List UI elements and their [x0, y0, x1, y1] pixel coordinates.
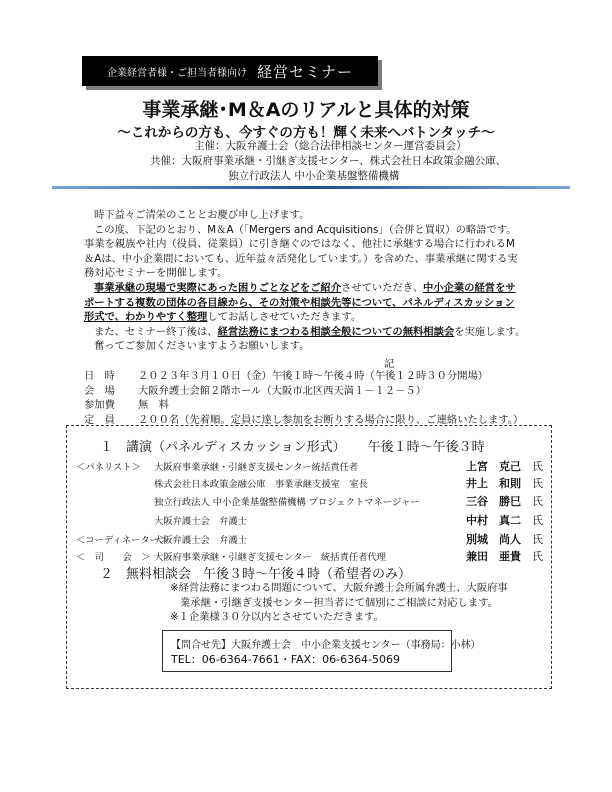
panel-org: 大阪府事業承継・引継ぎ支援センター 統括責任者代理: [154, 552, 387, 563]
plain-text: を実施します。: [454, 325, 526, 338]
note-line: ※１企業様３０分以内とさせていただきます。: [170, 611, 384, 624]
organizer-co-2: 独立行政法人 中小企業基盤整備機構: [228, 170, 400, 182]
detail-value: ２０２３年３月１０日（金）午後１時～午後４時（午後１２時３０分開場）: [138, 370, 489, 382]
ki-marker: 記: [384, 358, 395, 370]
panel-name: 兼田 亜貴: [466, 550, 521, 563]
badge-title: 経営セミナー: [256, 62, 353, 81]
emphasis-text: 中小企業の経営をサ: [423, 281, 516, 294]
panel-honorific: 氏: [532, 550, 543, 563]
detail-label: 会 場: [84, 384, 115, 397]
section-time: 午後１時～午後３時: [367, 440, 485, 455]
panel-name: 別城 尚人: [466, 533, 521, 546]
detail-row-venue: [84, 384, 523, 399]
panel-org: 大阪弁護士会 弁護士: [154, 535, 247, 546]
intro-line: この度、下記のとおり、M＆A（「Mergers and Acquisitions」（合併と買収）の略語です。: [94, 223, 517, 236]
section-title: 無料相談会: [126, 567, 192, 582]
section-lecture-heading: [100, 436, 485, 455]
panel-name: 中村 真二: [466, 514, 521, 527]
page-subtitle: ～これからの方も、今すぐの方も！輝く未来へバトンタッチ～: [117, 125, 495, 141]
badge-audience: 企業経営者様・ご担当者様向け: [106, 67, 247, 79]
panel-name: 三谷 勝巳: [466, 495, 521, 508]
seminar-badge: [82, 56, 378, 86]
detail-label: 参加費: [84, 399, 115, 412]
panel-role: ＜ 司 会 ＞: [76, 552, 151, 563]
plain-text: させていただき、: [341, 281, 423, 294]
section-number: ２: [100, 567, 114, 582]
organizer-co-1: 共催：大阪府事業承継・引継ぎ支援センター、株式会社日本政策金融公庫、: [150, 155, 507, 167]
intro-line: ＆Aは、中小企業間においても、近年益々活発化しています。）を含めた、事業承継に関する実: [84, 252, 518, 265]
panel-org: 株式会社日本政策金融公庫 事業承継支援室 室長: [154, 479, 368, 490]
emphasis-text: 経営法務にまつわる相談全般についての無料相談会: [217, 325, 455, 338]
contact-box: [162, 630, 481, 672]
emphasis-line: [84, 310, 538, 325]
note-line: ※経営法務にまつわる問題について、大阪弁護士会所属弁護士、大阪府事: [170, 582, 508, 594]
section-number: １: [100, 440, 114, 455]
panel-role: ＜パネリスト＞: [76, 462, 141, 473]
plain-text: してお話しさせていただきます。: [207, 311, 361, 324]
section-title: 講演（パネルディスカッション形式）: [126, 440, 346, 455]
intro-line: 務対応セミナーを開催します。: [84, 267, 228, 280]
event-details: [84, 369, 523, 427]
panel-honorific: 氏: [532, 514, 543, 527]
panel-honorific: 氏: [532, 495, 543, 508]
detail-value: ２００名（先着順。定員に達し参加をお断りする場合に限り、ご連絡いたします。）: [138, 413, 524, 426]
closing-line: 奮ってご参加くださいますようお願いします。: [94, 340, 310, 353]
organizer-host: 主催：大阪弁護士会（総合法律相談センター運営委員会）: [194, 140, 467, 152]
emphasis-line: [84, 281, 538, 296]
detail-label: 日 時: [84, 370, 115, 382]
intro-text: [84, 208, 538, 354]
section-consultation-heading: [100, 563, 411, 582]
panel-role: ＜コーディネーター＞: [76, 535, 169, 546]
note-line: 業承継・引継ぎ支援センター担当者にて個別にご相談に対応します。: [180, 596, 498, 609]
panel-org: 独立行政法人 中小企業基盤整備機構 プロジェクトマネージャー: [154, 497, 420, 508]
emphasis-text: 形式で、わかりやすく整理: [84, 311, 208, 324]
consultation-line: [84, 325, 538, 340]
emphasis-text: 事業承継の現場で実際にあった困りごとなどをご紹介: [94, 281, 342, 294]
panel-org: 大阪弁護士会 弁護士: [154, 516, 247, 527]
plain-text: また、セミナー終了後は、: [94, 325, 218, 338]
panel-name: 井上 和則: [466, 477, 521, 490]
consultation-notes: [170, 581, 508, 625]
organizers: [150, 139, 506, 184]
panel-honorific: 氏: [532, 460, 543, 473]
detail-row-fee: [84, 398, 523, 413]
greeting: 時下益々ご清栄のこととお慶び申し上げます。: [94, 209, 310, 221]
contact-phone-fax: TEL：06-6364-7661・FAX：06-6364-5069: [171, 653, 401, 666]
detail-row-date: [84, 369, 523, 384]
page-title: 事業承継･M＆Aのリアルと具体的対策: [142, 99, 470, 121]
panel-name: 上宮 克己: [466, 460, 521, 473]
header-divider: [52, 186, 570, 189]
section-time: 午後３時～午後４時（希望者のみ）: [203, 567, 412, 582]
panel-honorific: 氏: [532, 533, 543, 546]
panel-org: 大阪府事業承継・引継ぎ支援センター統括責任者: [154, 462, 359, 473]
panel-honorific: 氏: [532, 477, 543, 490]
emphasis-line: ポートする複数の団体の各目線から、その対策や相談先等について、パネルディスカッション: [84, 296, 515, 309]
detail-value: 無 料: [138, 399, 169, 412]
intro-line: 事業を親族や社内（役員、従業員）に引き継ぐのではなく、他社に承継する場合に行われるM: [84, 238, 515, 251]
detail-label: 定 員: [84, 413, 115, 426]
contact-org: 【問合せ先】大阪弁護士会 中小企業支援センター（事務局：小林）: [171, 640, 481, 651]
detail-value: 大阪弁護士会館２階ホール（大阪市北区西天満１－１２－５）: [138, 384, 427, 397]
